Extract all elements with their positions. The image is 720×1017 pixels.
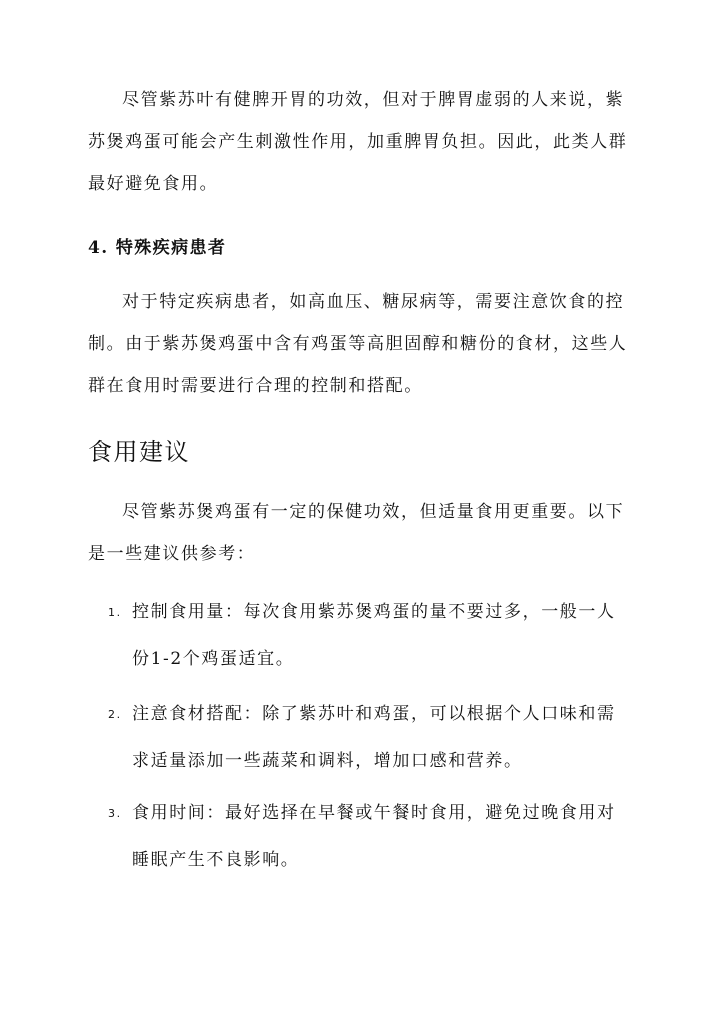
list-text: 注意食材搭配：除了紫苏叶和鸡蛋，可以根据个人口味和需求适量添加一些蔬菜和调料，增加口感和营养。	[132, 704, 616, 771]
list-item	[108, 691, 628, 785]
intro-paragraph: 尽管紫苏叶有健脾开胃的功效，但对于脾胃虚弱的人来说，紫苏煲鸡蛋可能会产生刺激性作用，加重脾胃负担。因此，此类人群最好避免食用。	[88, 90, 628, 194]
list-number: 2.	[108, 708, 122, 721]
list-text: 控制食用量：每次食用紫苏煲鸡蛋的量不要过多，一般一人份1-2个鸡蛋适宜。	[132, 602, 616, 669]
subsection-paragraph: 对于特定疾病患者，如高血压、糖尿病等，需要注意饮食的控制。由于紫苏煲鸡蛋中含有鸡蛋等高胆固醇和糖份的食材，这些人群在食用时需要进行合理的控制和搭配。	[88, 292, 628, 396]
list-item	[108, 790, 628, 884]
list-item	[108, 589, 628, 683]
list-number: 3.	[108, 807, 122, 820]
subsection-heading: 4. 特殊疾病患者	[88, 238, 227, 258]
section-heading: 食用建议	[88, 438, 190, 466]
list-number: 1.	[108, 606, 122, 619]
list-text: 食用时间：最好选择在早餐或午餐时食用，避免过晚食用对睡眠产生不良影响。	[132, 803, 616, 870]
section-paragraph: 尽管紫苏煲鸡蛋有一定的保健功效，但适量食用更重要。以下是一些建议供参考：	[88, 502, 625, 564]
